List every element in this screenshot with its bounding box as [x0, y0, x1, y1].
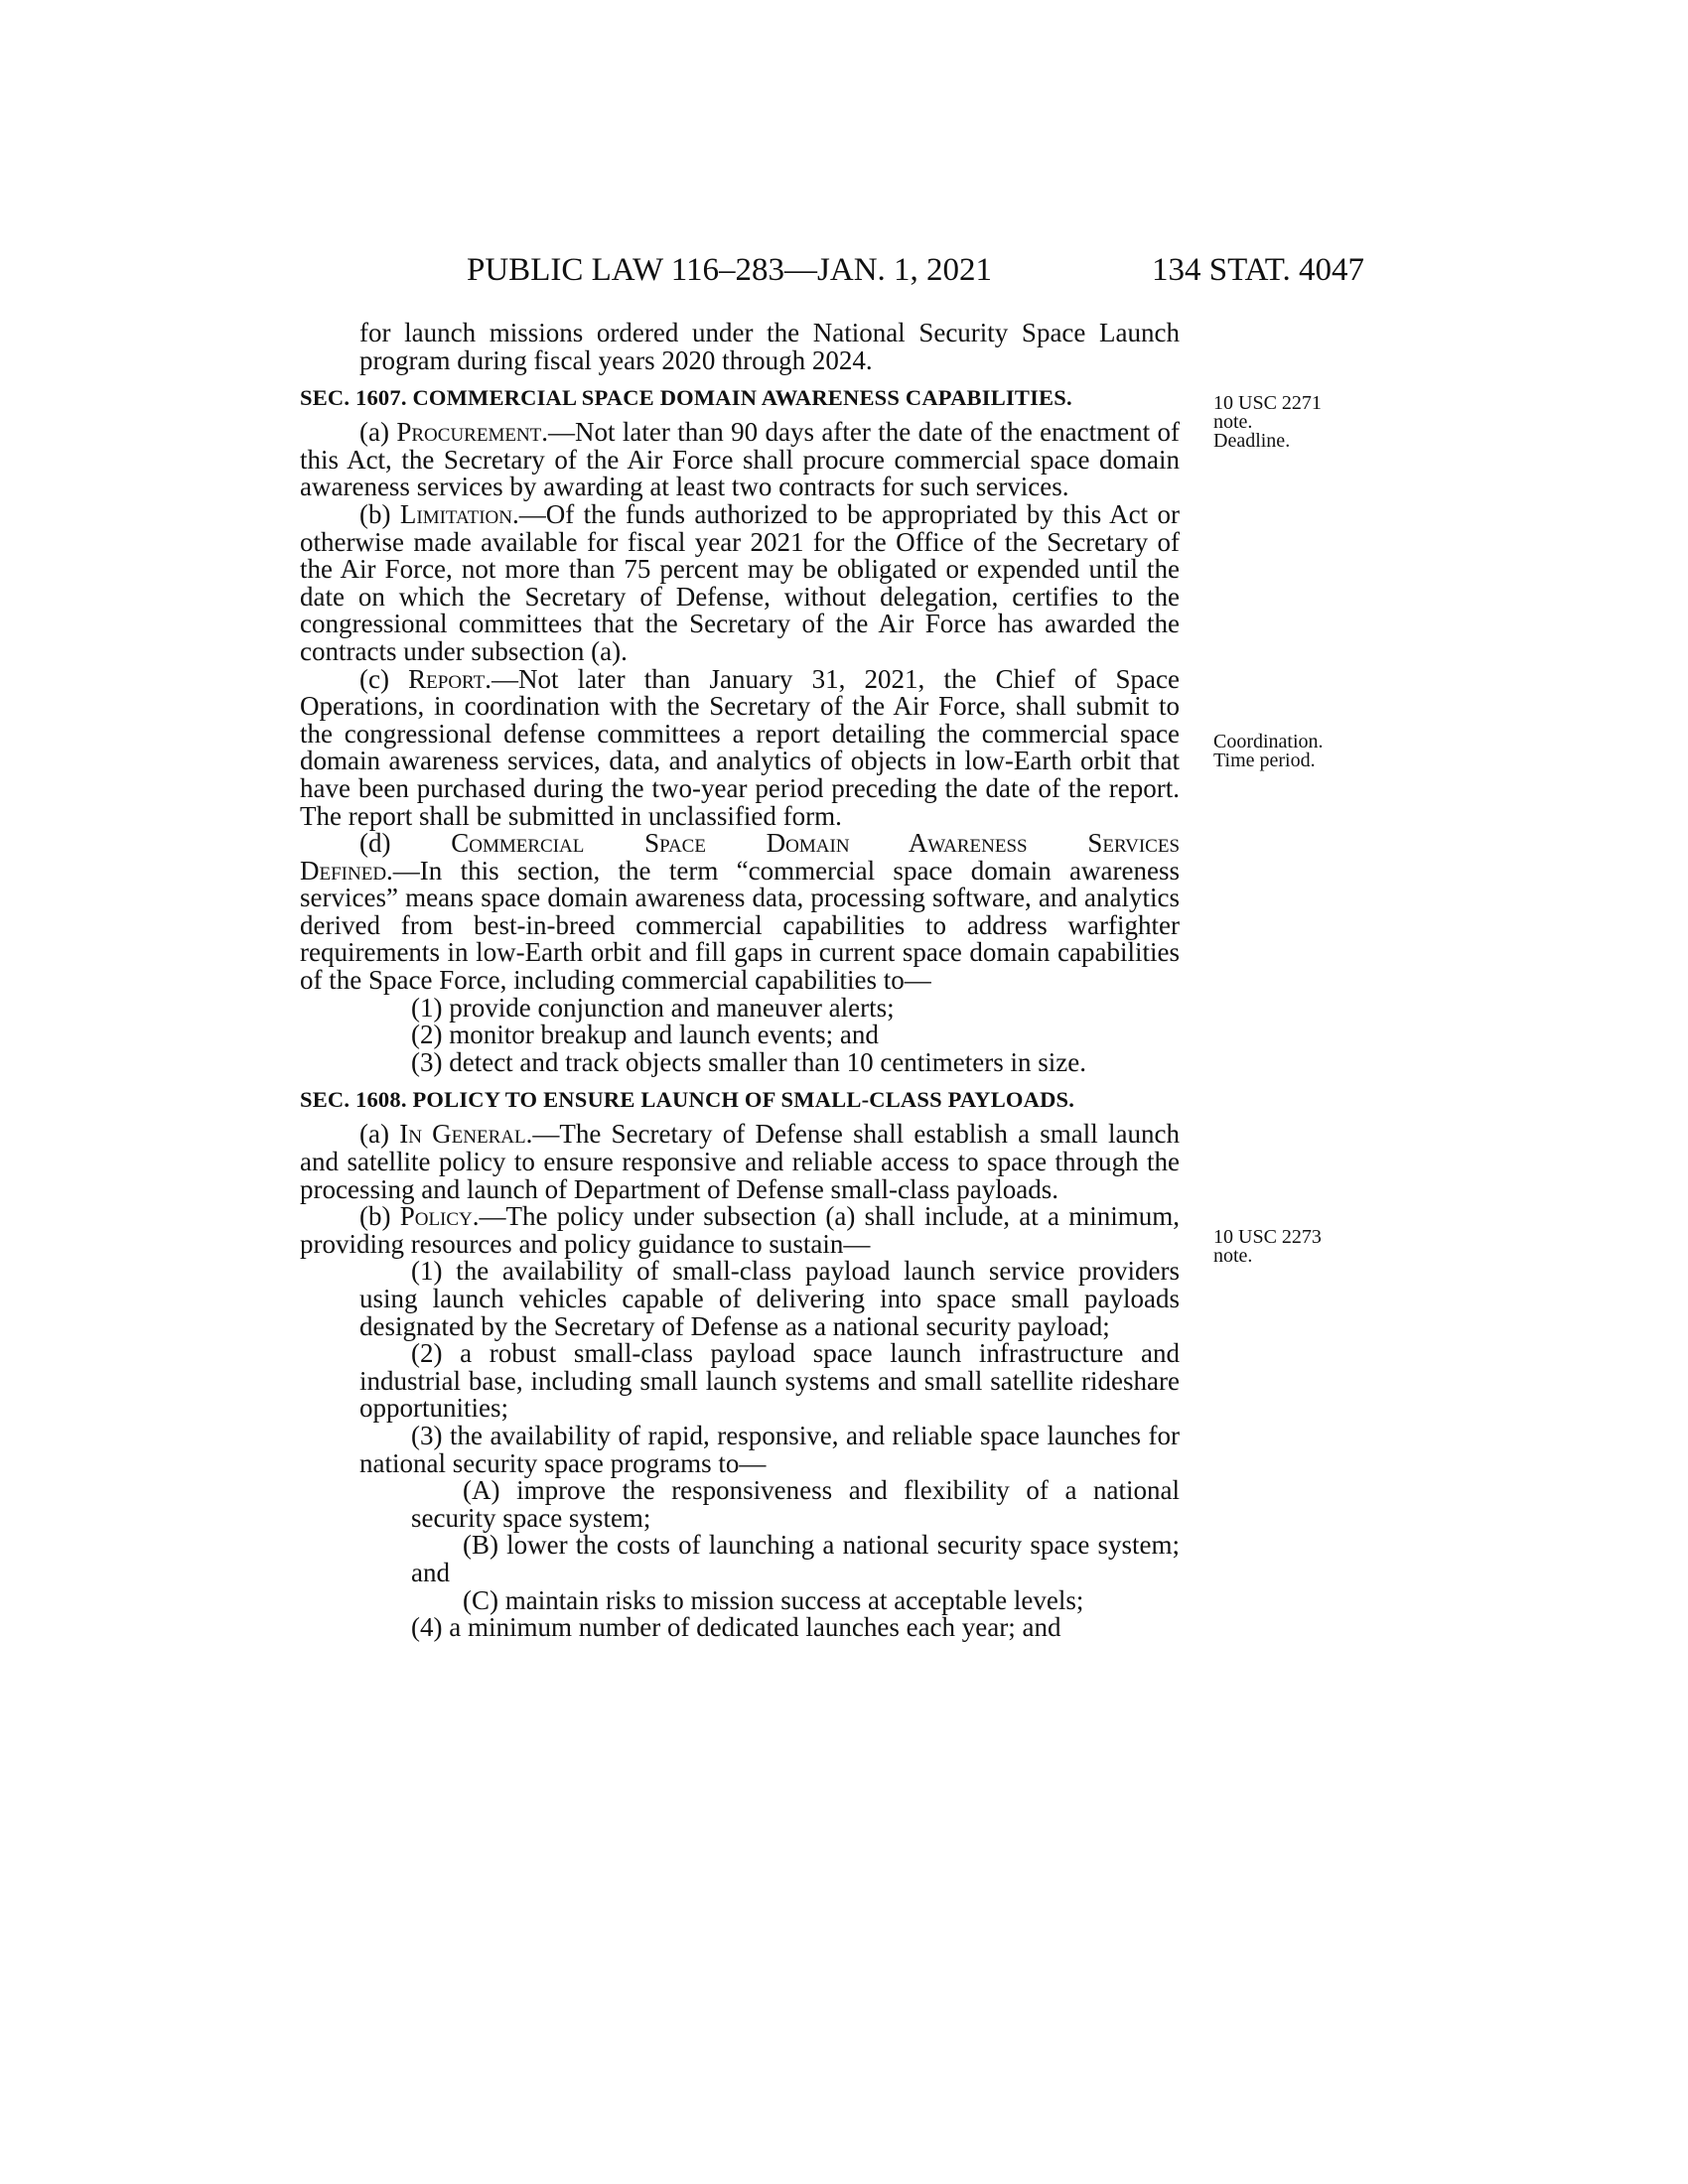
margin-note-line: Deadline.	[1213, 430, 1291, 452]
margin-note-line: note.	[1213, 411, 1253, 433]
margin-note-1607	[1213, 394, 1372, 451]
section-1607-b: (b) Limitation.—Of the funds authorized to be appropriated by this Act or otherwise made available for fiscal year 2021 for the Office of the Secretary of the Air Force, not more than 75 percent may be obligated or expended until the date on which the Secretary of Defense, without delegation, certifies to the congressional committees that the Secretary of the Air Force has awarded the contracts under subsection (a).	[300, 498, 1180, 666]
section-1607-heading: SEC. 1607. COMMERCIAL SPACE DOMAIN AWARENESS CAPABILITIES.	[300, 385, 1072, 411]
subsection-heading: Commercial Space Domain Awareness Services	[451, 828, 1181, 859]
running-header-stat-page: 134 STAT. 4047	[1152, 252, 1365, 288]
main-text	[300, 320, 1180, 1642]
section-1608-b: (b) Policy.—The policy under subsection (a) shall include, at a minimum, providing resources and policy guidance to sustain—	[300, 1201, 1180, 1259]
section-1608-b-3-B: (B) lower the costs of launching a national security space system; and	[411, 1530, 1180, 1587]
section-1608-b-3-C: (C) maintain risks to mission success at acceptable levels;	[463, 1584, 1084, 1615]
section-1608-b-2: (2) a robust small-class payload space launch infrastructure and industrial base, including small launch systems and small satellite rideshare opportunities;	[359, 1338, 1180, 1424]
margin-note-line: Coordination.	[1213, 731, 1324, 752]
section-1607-c: (c) Report.—Not later than January 31, 2021, the Chief of Space Operations, in coordination with the Secretary of the Air Force, shall submit to the congressional defense committees a report detailing the commercial space domain awareness services, data, and analytics of objects in low-Earth orbit that have been purchased during the two-year period preceding the date of the report. The report shall be submitted in unclassified form.	[300, 663, 1180, 831]
margin-note-coordination	[1213, 733, 1372, 770]
section-1608-a: (a) In General.—The Secretary of Defense shall establish a small launch and satellite policy to ensure responsive and reliable access to space through the processing and launch of Department of Defense small-class payloads.	[300, 1119, 1180, 1204]
margin-note-line: 10 USC 2271	[1213, 392, 1322, 414]
section-1608-b-3-A: (A) improve the responsiveness and flexibility of a national security space system;	[411, 1475, 1180, 1533]
subsection-heading: Limitation	[399, 498, 512, 529]
section-1608-b-1: (1) the availability of small-class payload launch service providers using launch vehicles capable of delivering into space small payloads designated by the Secretary of Defense as a national security payload;	[359, 1256, 1180, 1341]
section-1608-b-3: (3) the availability of rapid, responsive, and reliable space launches for national security space programs to—	[359, 1420, 1180, 1478]
margin-note-1608	[1213, 1228, 1372, 1266]
section-1608-heading: SEC. 1608. POLICY TO ENSURE LAUNCH OF SMALL-CLASS PAYLOADS.	[300, 1087, 1075, 1113]
section-1608-b-4: (4) a minimum number of dedicated launches each year; and	[411, 1612, 1061, 1643]
margin-note-line: 10 USC 2273	[1213, 1226, 1322, 1248]
section-1607-d-1: (1) provide conjunction and maneuver alerts;	[411, 992, 895, 1023]
section-1607-a: (a) Procurement.—Not later than 90 days after the date of the enactment of this Act, the Secretary of the Air Force shall procure commercial space domain awareness services by awarding at least two contracts for such services.	[300, 417, 1180, 502]
section-1607-d: Defined.—In this section, the term “commercial space domain awareness services” means space domain awareness data, processing software, and analytics derived from best-in-breed commercial capabilities to address warfighter requirements in low-Earth orbit and fill gaps in current space domain capabilities of the Space Force, including commercial capabilities to—	[300, 855, 1180, 996]
margin-note-line: note.	[1213, 1245, 1253, 1267]
section-1607-d-3: (3) detect and track objects smaller than 10 centimeters in size.	[411, 1046, 1086, 1077]
subsection-heading: In General	[399, 1119, 526, 1150]
section-1607-d-heading-line: (d) Commercial Space Domain Awareness Services	[359, 828, 1181, 859]
subsection-heading: Report	[408, 663, 486, 694]
subsection-heading: Policy	[399, 1201, 473, 1232]
subsection-heading: Procurement	[396, 417, 542, 448]
subsection-heading: Defined	[300, 855, 387, 886]
margin-note-line: Time period.	[1213, 750, 1316, 771]
section-1607-d-2: (2) monitor breakup and launch events; and	[411, 1020, 879, 1050]
continued-paragraph: for launch missions ordered under the National Security Space Launch program during fiscal years 2020 through 2024.	[359, 318, 1180, 375]
running-header-title: PUBLIC LAW 116–283—JAN. 1, 2021	[467, 252, 993, 288]
